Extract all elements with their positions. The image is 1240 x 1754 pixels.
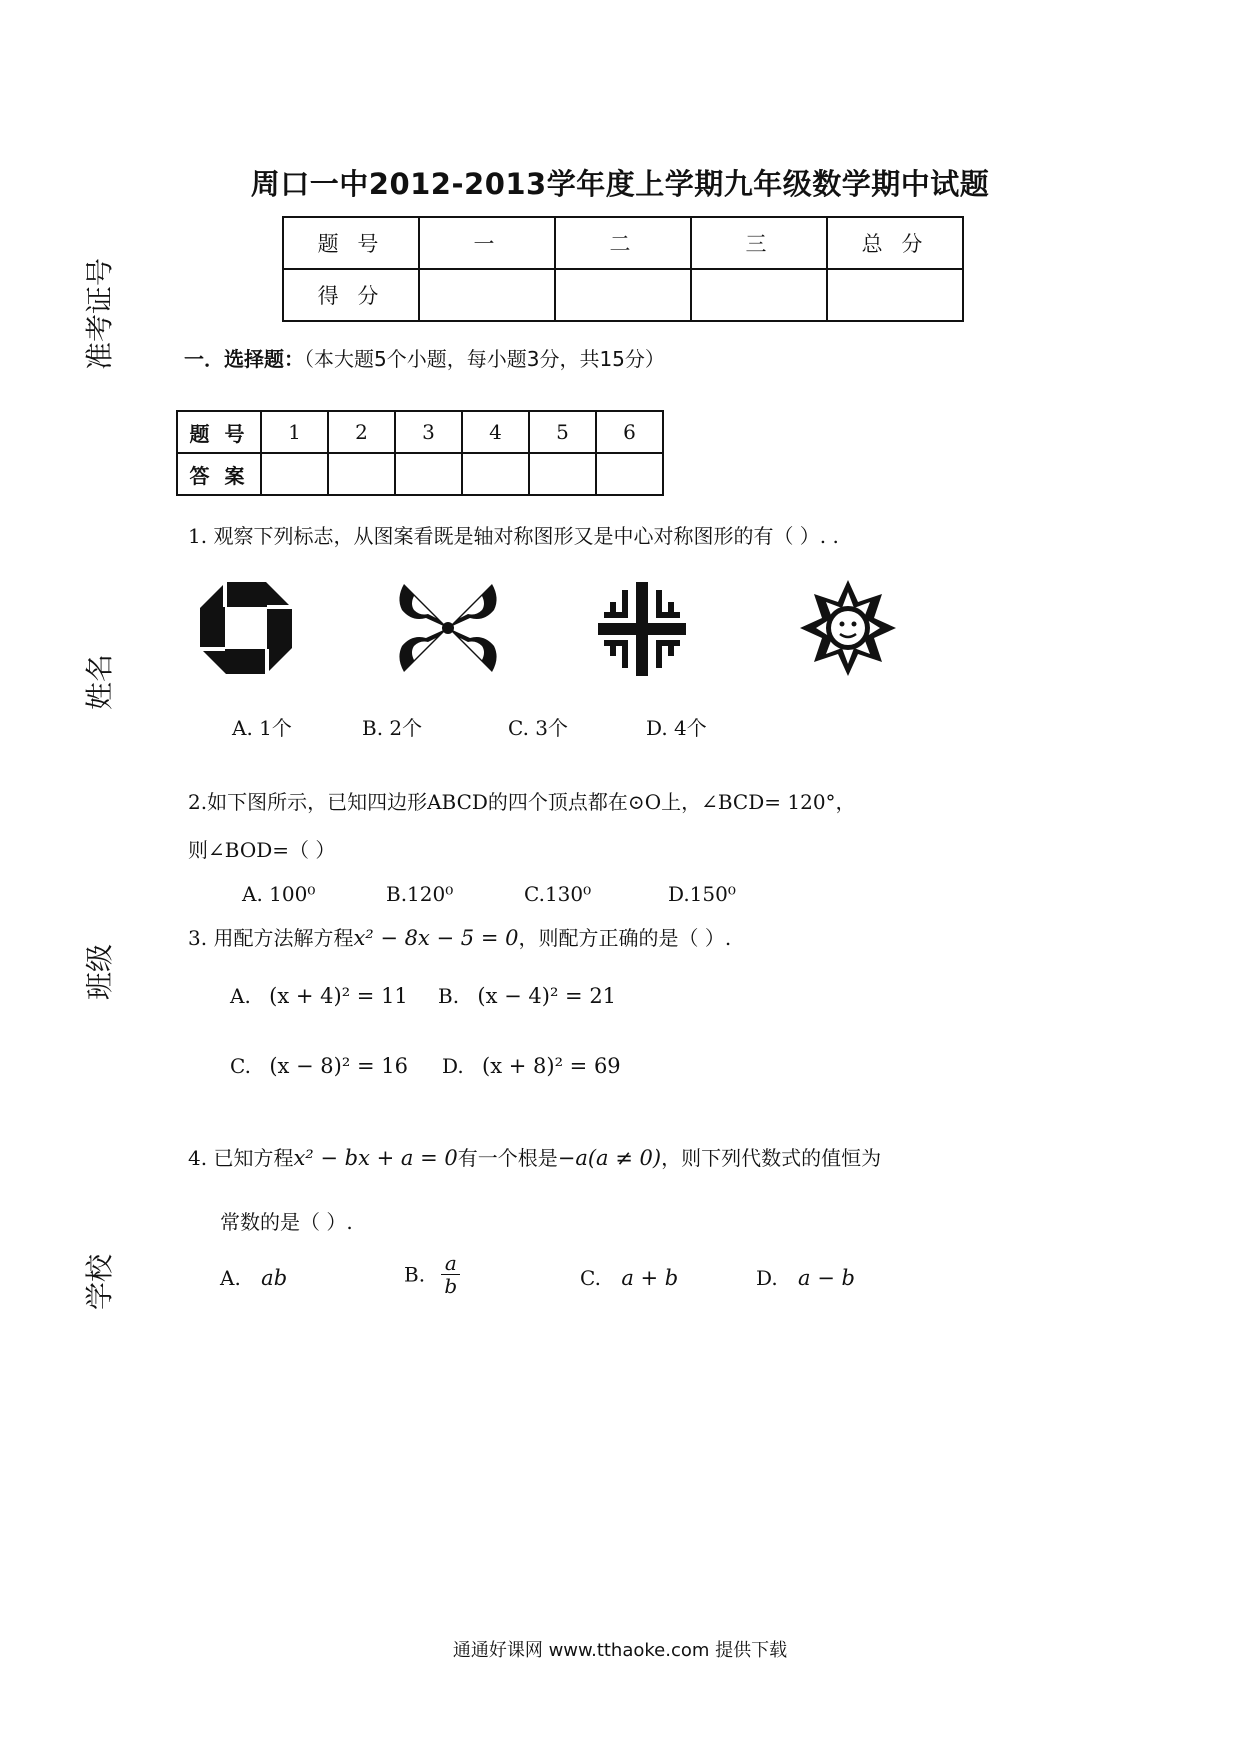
score-cell — [691, 269, 827, 321]
q2-option-d: D.150⁰ — [668, 882, 736, 906]
q4-stem — [188, 1142, 881, 1171]
q2-stem-line1: 2.如下图所示，已知四边形ABCD的四个顶点都在⊙O上，∠BCD= 120°， — [188, 790, 856, 814]
four-petal-bow-logo-icon — [396, 578, 500, 678]
q4-equation: x² − bx + a = 0 — [293, 1146, 458, 1170]
q2-option-a: A. 100⁰ — [242, 882, 316, 906]
score-header-cell: 一 — [419, 217, 555, 269]
page-footer: 通通好课网 www.tthaoke.com 提供下载 — [452, 1640, 788, 1661]
q4-option-b — [404, 1252, 460, 1297]
q1-option-b: B. 2个 — [362, 716, 423, 740]
score-table-score-row — [283, 269, 963, 321]
q2-stem-line2: 则∠BOD=（ ） — [188, 838, 336, 862]
score-header-cell: 总 分 — [827, 217, 963, 269]
q3-option-c-label: C. — [230, 1054, 251, 1078]
q4-option-b-denominator: b — [444, 1274, 458, 1298]
q4-option-c — [580, 1266, 678, 1290]
q3-option-a-label: A. — [230, 984, 251, 1008]
score-table-header-row — [283, 217, 963, 269]
page-title: 周口一中2012-2013学年度上学期九年级数学期中试题 — [250, 167, 990, 201]
q4-option-b-label: B. — [404, 1262, 426, 1287]
q4-root: −a(a ≠ 0) — [557, 1146, 662, 1170]
answer-cell — [261, 453, 328, 495]
side-label-school: 学校 — [83, 1253, 116, 1310]
q3-option-b-label: B. — [438, 984, 460, 1008]
answer-table-number-row — [177, 411, 663, 453]
q3-option-d-expr: (x + 8)² = 69 — [482, 1054, 621, 1078]
side-label-exam-number: 准考证号 — [83, 257, 116, 370]
score-header-cell: 二 — [555, 217, 691, 269]
score-cell — [827, 269, 963, 321]
q3-option-c — [230, 1054, 408, 1078]
q4-option-d — [756, 1266, 855, 1290]
q3-option-d-label: D. — [442, 1054, 464, 1078]
q4-stem-mid: 有一个根是 — [457, 1146, 558, 1170]
q3-equation: x² − 8x − 5 = 0 — [353, 926, 519, 950]
q3-stem — [188, 922, 731, 951]
q4-stem-post: ，则下列代数式的值恒为 — [661, 1146, 882, 1170]
answer-table-number: 1 — [261, 411, 328, 453]
q3-stem-pre: 3. 用配方法解方程 — [188, 926, 354, 950]
q4-option-c-label: C. — [580, 1266, 601, 1290]
side-label-class: 班级 — [83, 943, 116, 1000]
answer-cell — [596, 453, 663, 495]
section1-heading — [184, 343, 665, 372]
score-table — [282, 216, 964, 322]
q3-option-a-expr: (x + 4)² = 11 — [269, 984, 408, 1008]
q4-stem-line2: 常数的是（ ）. — [220, 1210, 353, 1234]
q4-option-a-label: A. — [220, 1266, 241, 1290]
q3-option-c-expr: (x − 8)² = 16 — [269, 1054, 408, 1078]
q1-option-c: C. 3个 — [508, 716, 569, 740]
q1-option-a: A. 1个 — [232, 716, 292, 740]
side-label-name: 姓名 — [83, 653, 116, 710]
q4-option-c-expr: a + b — [621, 1266, 679, 1290]
answer-cell — [529, 453, 596, 495]
interlocked-cross-logo-icon — [598, 582, 686, 676]
answer-table-number: 6 — [596, 411, 663, 453]
q4-stem-pre: 4. 已知方程 — [188, 1146, 294, 1170]
answer-table-number: 4 — [462, 411, 529, 453]
q4-option-d-expr: a − b — [798, 1266, 855, 1290]
q4-option-b-fraction — [441, 1252, 460, 1297]
section1-note: （本大题5个小题，每小题3分，共15分） — [304, 347, 665, 371]
q1-option-d: D. 4个 — [646, 716, 707, 740]
answer-table-number: 5 — [529, 411, 596, 453]
answer-table-answer-row — [177, 453, 663, 495]
q3-option-b — [438, 984, 616, 1008]
sun-star-logo-icon — [798, 578, 898, 678]
section1-title: 一．选择题： — [184, 347, 304, 371]
q1-stem: 1. 观察下列标志，从图案看既是轴对称图形又是中心对称图形的有（ ）. . — [188, 524, 839, 548]
q3-option-a — [230, 984, 408, 1008]
answer-table — [176, 410, 664, 496]
q2-option-c: C.130⁰ — [524, 882, 592, 906]
score-row-label: 得 分 — [283, 269, 419, 321]
score-header-cell: 题 号 — [283, 217, 419, 269]
q3-option-d — [442, 1054, 621, 1078]
answer-table-answer-label: 答 案 — [177, 453, 261, 495]
q4-option-a-expr: ab — [261, 1266, 288, 1290]
q2-option-b: B.120⁰ — [386, 882, 454, 906]
q3-option-b-expr: (x − 4)² = 21 — [477, 984, 617, 1008]
score-cell — [419, 269, 555, 321]
q4-option-b-numerator: a — [441, 1252, 460, 1275]
score-cell — [555, 269, 691, 321]
score-header-cell: 三 — [691, 217, 827, 269]
q3-stem-post: ，则配方正确的是（ ）. — [518, 926, 732, 950]
octagon-square-logo-icon — [198, 580, 294, 676]
q4-option-d-label: D. — [756, 1266, 778, 1290]
q4-option-a — [220, 1266, 287, 1290]
answer-table-header-label: 题 号 — [177, 411, 261, 453]
answer-cell — [328, 453, 395, 495]
answer-cell — [462, 453, 529, 495]
answer-table-number: 2 — [328, 411, 395, 453]
answer-table-number: 3 — [395, 411, 462, 453]
answer-cell — [395, 453, 462, 495]
